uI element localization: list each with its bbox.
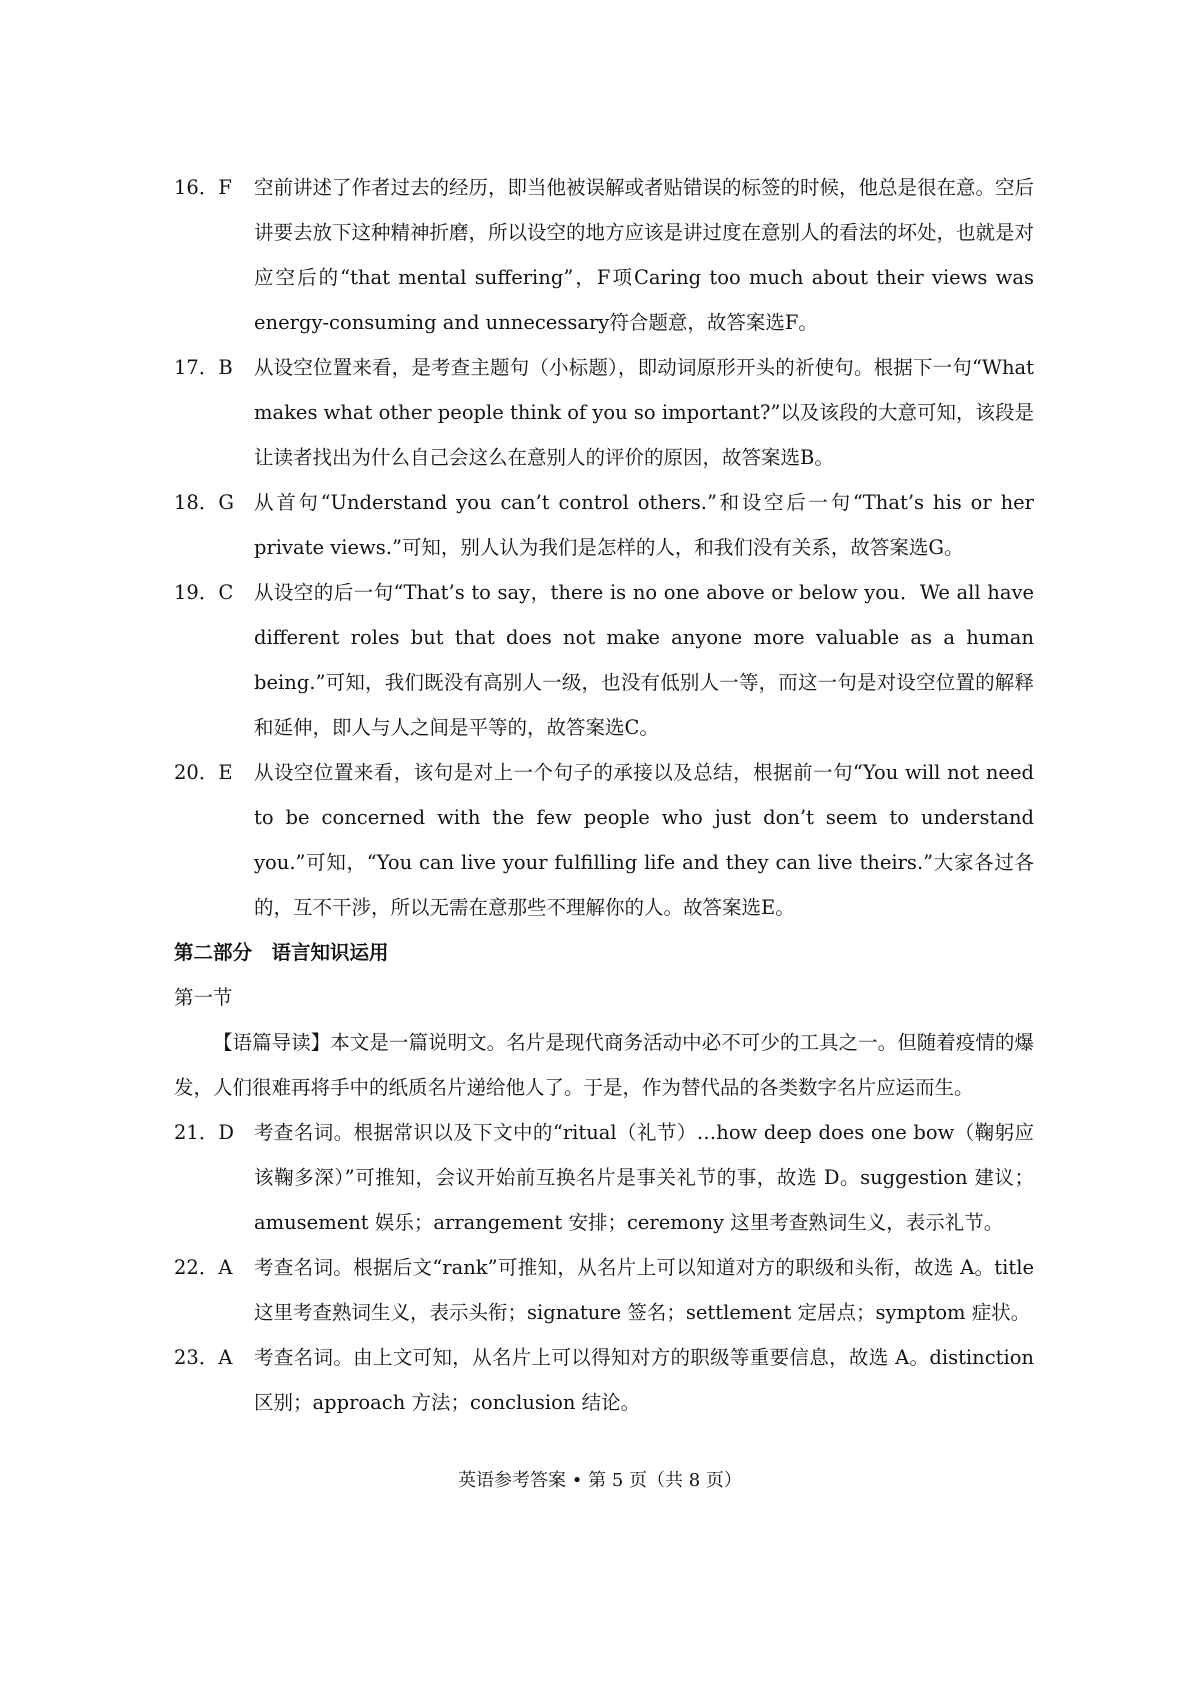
answer-item-18 (174, 480, 1034, 570)
answer-number: 18．G (174, 491, 234, 514)
answer-explanation: 从设空的后一句“That’s to say，there is no one above or below you．We all have different roles but that does not make anyone more valuable as a human being.”可知，我们既没有高别人一级，也没有低别人一等，而这一句是对设空位置的解释和延伸，即人与人之间是平等的，故答案选C。 (254, 581, 1034, 739)
section-heading: 第二部分 语言知识运用 (174, 941, 389, 964)
answer-number: 17．B (174, 356, 233, 379)
passage-intro: 【语篇导读】本文是一篇说明文。名片是现代商务活动中必不可少的工具之一。但随着疫情的爆发，人们很难再将手中的纸质名片递给他人了。于是，作为替代品的各类数字名片应运而生。 (174, 1031, 1034, 1099)
answer-explanation: 空前讲述了作者过去的经历，即当他被误解或者贴错误的标签的时候，他总是很在意。空后讲要去放下这种精神折磨，所以设空的地方应该是讲过度在意别人的看法的坏处，也就是对应空后的“that mental suffering”，F项Caring too much about their views was energy-consuming and unnecessary符合题意，故答案选F。 (254, 176, 1035, 334)
answer-explanation: 考查名词。由上文可知，从名片上可以得知对方的职级等重要信息，故选 A。distinction 区别；approach 方法；conclusion 结论。 (254, 1346, 1034, 1414)
answer-explanation: 从设空位置来看，该句是对上一个句子的承接以及总结，根据前一句“You will not need to be concerned with the few people who just don’t seem to understand you.”可知，“You can live your fulfilling life and they can live theirs.”大家各过各的，互不干涉，所以无需在意那些不理解你的人。故答案选E。 (254, 761, 1034, 919)
subsection-heading: 第一节 (174, 986, 233, 1009)
answer-item-23 (174, 1335, 1034, 1425)
answer-item-19 (174, 570, 1034, 750)
answer-item-17 (174, 345, 1034, 480)
answer-explanation: 从设空位置来看，是考查主题句（小标题），即动词原形开头的祈使句。根据下一句“What makes what other people think of you so important?”以及该段的大意可知，该段是让读者找出为什么自己会这么在意别人的评价的原因，故答案选B。 (254, 356, 1034, 469)
answer-number: 20．E (174, 761, 233, 784)
answer-number: 22．A (174, 1256, 233, 1279)
page-footer: 英语参考答案 • 第 5 页（共 8 页） (458, 1470, 742, 1491)
answer-item-21 (174, 1110, 1034, 1245)
answer-explanation: 考查名词。根据后文“rank”可推知，从名片上可以知道对方的职级和头衔，故选 A。title 这里考查熟词生义，表示头衔；signature 签名；settlement 定居点；symptom 症状。 (254, 1256, 1034, 1324)
answer-number: 23．A (174, 1346, 233, 1369)
answer-item-16 (174, 165, 1034, 345)
page-content (174, 165, 1034, 1425)
answer-explanation: 从首句“Understand you can’t control others.”和设空后一句“That’s his or her private views.”可知，别人认为我们是怎样的人，和我们没有关系，故答案选G。 (254, 491, 1034, 559)
answer-explanation: 考查名词。根据常识以及下文中的“ritual（礼节）…how deep does one bow（鞠躬应该鞠多深）”可推知，会议开始前互换名片是事关礼节的事，故选 D。suggestion 建议；amusement 娱乐；arrangement 安排；ceremony 这里考查熟词生义，表示礼节。 (254, 1121, 1034, 1234)
answer-item-22 (174, 1245, 1034, 1335)
answer-item-20 (174, 750, 1034, 930)
answer-number: 21．D (174, 1121, 234, 1144)
answer-number: 19．C (174, 581, 234, 604)
answer-number: 16．F (174, 176, 232, 199)
